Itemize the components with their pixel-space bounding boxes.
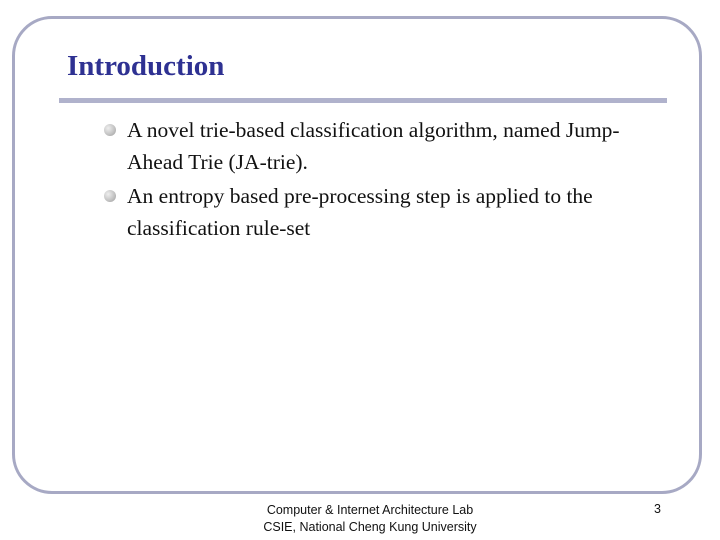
bullet-dot-icon [104,190,116,202]
slide-footer [220,502,520,536]
slide-frame [12,16,702,494]
bullet-item [104,180,664,244]
bullet-item [104,114,664,178]
bullet-text: A novel trie-based classification algorithm, named Jump-Ahead Trie (JA-trie). [127,118,620,174]
bullet-text: An entropy based pre-processing step is applied to the classification rule-set [127,184,593,240]
title-divider [59,98,667,103]
bullet-list [104,114,664,246]
footer-university: CSIE, National Cheng Kung University [263,520,477,534]
slide-title: Introduction [67,50,225,82]
footer-lab-name: Computer & Internet Architecture Lab [266,503,474,517]
page-number: 3 [654,502,661,516]
bullet-dot-icon [104,124,116,136]
